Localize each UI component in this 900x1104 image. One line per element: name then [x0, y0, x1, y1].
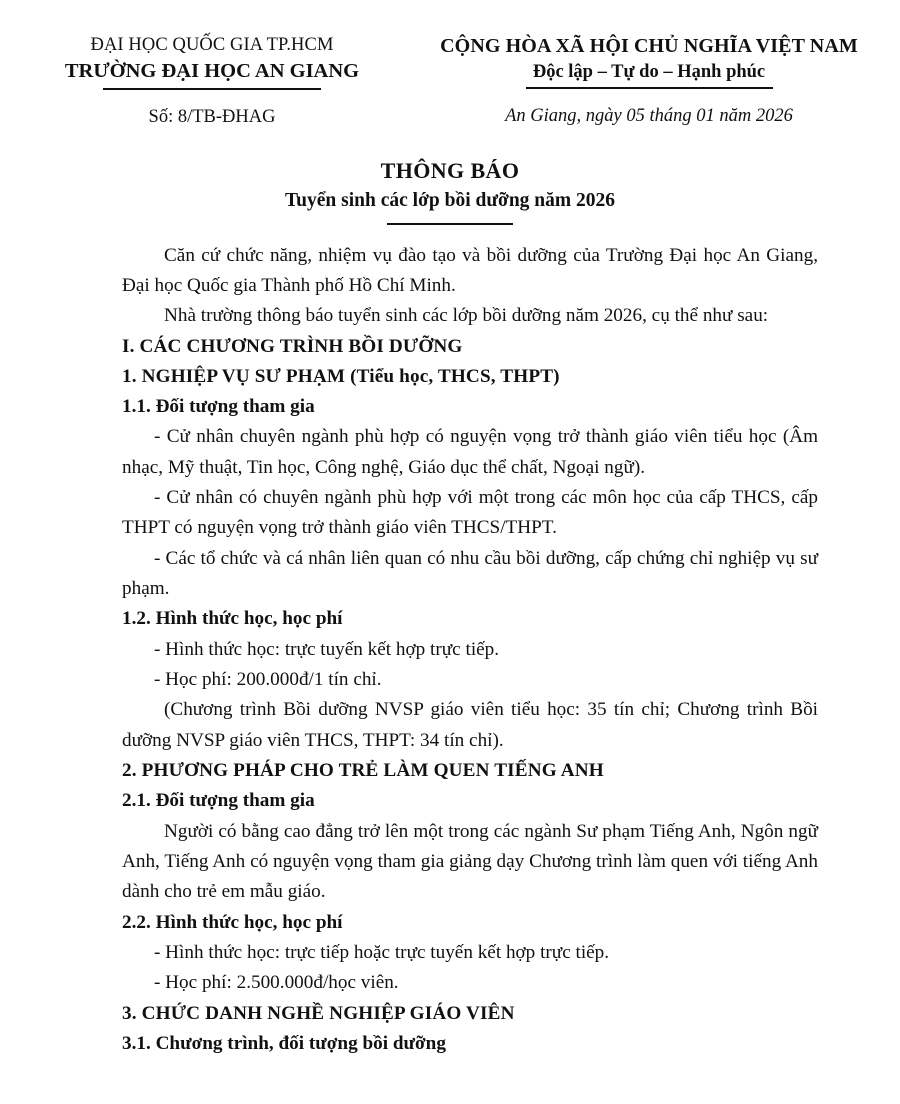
- section-heading-I: I. CÁC CHƯƠNG TRÌNH BỒI DƯỠNG: [122, 335, 463, 357]
- page-subtitle: Tuyển sinh các lớp bồi dưỡng năm 2026: [284, 190, 616, 212]
- section-heading-1: 1. NGHIỆP VỤ SƯ PHẠM (Tiểu học, THCS, THPT): [122, 365, 560, 387]
- note-1-2-credits: (Chương trình Bồi dưỡng NVSP giáo viên tiểu học: 35 tín chỉ; Chương trình Bồi dưỡng NVSP giáo viên THCS, THPT: 34 tín chỉ).: [122, 699, 818, 751]
- list-item-2-2-b: - Học phí: 2.500.000đ/học viên.: [154, 972, 399, 994]
- national-motto: Độc lập – Tự do – Hạnh phúc: [532, 62, 766, 82]
- header-left-block: [22, 33, 402, 128]
- section-heading-2-2: 2.2. Hình thức học, học phí: [122, 911, 343, 933]
- document-number: Số: 8/TB-ĐHAG: [148, 106, 276, 127]
- document-body: [122, 225, 818, 1060]
- list-item-1-1-b: - Cử nhân có chuyên ngành phù hợp với một trong các môn học của cấp THCS, cấp THPT có nguyện vọng trở thành giáo viên THCS/THPT.: [122, 487, 818, 539]
- intro-paragraph-1: Căn cứ chức năng, nhiệm vụ đào tạo và bồi dưỡng của Trường Đại học An Giang, Đại học Quốc gia Thành phố Hồ Chí Minh.: [122, 244, 818, 296]
- national-motto-underline: [526, 87, 773, 89]
- list-item-2-2-a: - Hình thức học: trực tiếp hoặc trực tuyến kết hợp trực tiếp.: [154, 942, 610, 964]
- list-item-1-2-b: - Học phí: 200.000đ/1 tín chỉ.: [154, 669, 382, 691]
- section-heading-1-1: 1.1. Đối tượng tham gia: [122, 396, 315, 418]
- section-heading-1-2: 1.2. Hình thức học, học phí: [122, 608, 343, 630]
- place-and-date: An Giang, ngày 05 tháng 01 năm 2026: [505, 106, 793, 127]
- parent-organization-name: ĐẠI HỌC QUỐC GIA TP.HCM: [90, 35, 334, 55]
- organization-underline: [103, 88, 321, 90]
- list-item-1-1-c: - Các tổ chức và cá nhân liên quan có nhu cầu bồi dưỡng, cấp chứng chỉ nghiệp vụ sư phạm.: [122, 547, 818, 600]
- section-heading-3-1: 3.1. Chương trình, đối tượng bồi dưỡng: [122, 1033, 446, 1055]
- national-title: CỘNG HÒA XÃ HỘI CHỦ NGHĨA VIỆT NAM: [440, 35, 858, 57]
- section-heading-3: 3. CHỨC DANH NGHỀ NGHIỆP GIÁO VIÊN: [122, 1002, 515, 1024]
- list-item-1-1-a: - Cử nhân chuyên ngành phù hợp có nguyện vọng trở thành giáo viên tiểu học (Âm nhạc, Mỹ thuật, Tin học, Công nghệ, Giáo dục thể chất, Ngoại ngữ).: [122, 426, 818, 478]
- header-right-block: [434, 33, 864, 128]
- list-item-1-2-a: - Hình thức học: trực tuyến kết hợp trực tiếp.: [154, 638, 500, 660]
- paragraph-2-1-a: Người có bằng cao đẳng trở lên một trong các ngành Sư phạm Tiếng Anh, Ngôn ngữ Anh, Tiếng Anh có nguyện vọng tham gia giảng dạy Chương trình làm quen với tiếng Anh dành cho trẻ em mẫu giáo.: [122, 820, 818, 903]
- page-title: THÔNG BÁO: [380, 157, 520, 183]
- title-block: [0, 157, 900, 225]
- intro-paragraph-2: Nhà trường thông báo tuyển sinh các lớp bồi dưỡng năm 2026, cụ thể như sau:: [164, 305, 769, 327]
- section-heading-2: 2. PHƯƠNG PHÁP CHO TRẺ LÀM QUEN TIẾNG ANH: [122, 760, 604, 782]
- document-header: [0, 0, 900, 128]
- organization-name: TRƯỜNG ĐẠI HỌC AN GIANG: [64, 59, 360, 82]
- section-heading-2-1: 2.1. Đối tượng tham gia: [122, 790, 315, 812]
